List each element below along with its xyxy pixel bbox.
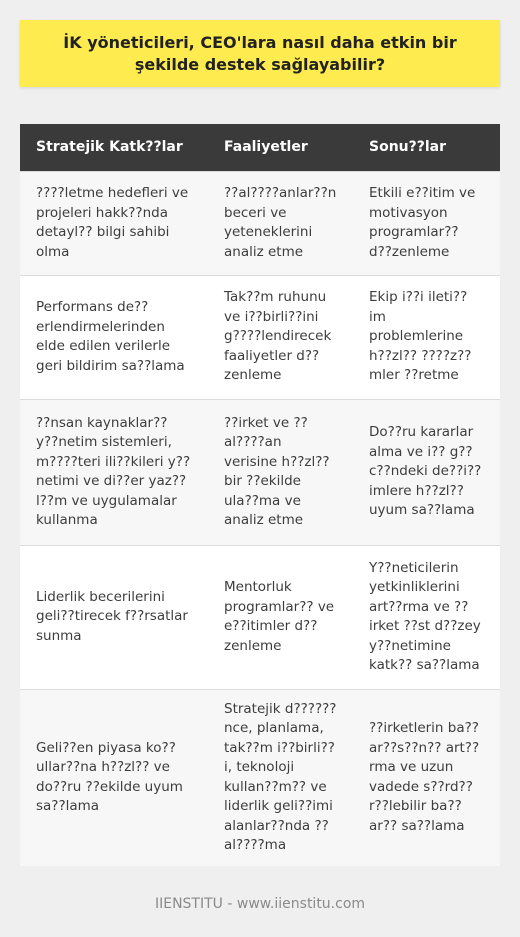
column-header-contributions: Stratejik Katk??lar bbox=[20, 124, 208, 171]
table-cell: Etkili e??itim ve motivasyon programlar?? d??zenleme bbox=[353, 171, 500, 275]
table-cell: Performans de??erlendirmelerinden elde edilen verilerle geri bildirim sa??lama bbox=[20, 275, 208, 399]
table-cell: Mentorluk programlar?? ve e??itimler d??zenleme bbox=[208, 545, 353, 689]
table-cell: Ekip i??i ileti??im problemlerine h??zl?? ????z??mler ??retme bbox=[353, 275, 500, 399]
table-row bbox=[20, 545, 500, 689]
table-cell: ??al????anlar??n beceri ve yeteneklerini analiz etme bbox=[208, 171, 353, 275]
column-header-activities: Faaliyetler bbox=[208, 124, 353, 171]
footer-credit: IIENSTITU - www.iienstitu.com bbox=[154, 896, 366, 912]
table-cell: Geli??en piyasa ko??ullar??na h??zl?? ve do??ru ??ekilde uyum sa??lama bbox=[20, 689, 208, 866]
table-cell: ??irketlerin ba??ar??s??n?? art??rma ve uzun vadede s??rd??r??lebilir ba??ar?? sa??lama bbox=[353, 689, 500, 866]
table-row bbox=[20, 275, 500, 399]
table-header-row bbox=[20, 124, 500, 171]
table-cell: ????letme hedefleri ve projeleri hakk??nda detayl?? bilgi sahibi olma bbox=[20, 171, 208, 275]
table-row bbox=[20, 171, 500, 275]
strategy-table bbox=[20, 124, 500, 866]
table-row bbox=[20, 689, 500, 866]
table-row bbox=[20, 399, 500, 545]
table-cell: ??irket ve ??al????an verisine h??zl?? bir ??ekilde ula??ma ve analiz etme bbox=[208, 399, 353, 545]
table-cell: Do??ru kararlar alma ve i?? g??c??ndeki de??i??imlere h??zl?? uyum sa??lama bbox=[353, 399, 500, 545]
table-cell: Tak??m ruhunu ve i??birli??ini g????lendirecek faaliyetler d??zenleme bbox=[208, 275, 353, 399]
column-header-results: Sonu??lar bbox=[353, 124, 500, 171]
table-cell: Stratejik d??????nce, planlama, tak??m i??birli??i, teknoloji kullan??m?? ve liderlik geli??imi alanlar??nda ??al????ma bbox=[208, 689, 353, 866]
title-banner bbox=[20, 20, 500, 87]
table-cell: Liderlik becerilerini geli??tirecek f??rsatlar sunma bbox=[20, 545, 208, 689]
page-title: İK yöneticileri, CEO'lara nasıl daha etkin bir şekilde destek sağlayabilir? bbox=[63, 32, 457, 74]
table-cell: Y??neticilerin yetkinliklerini art??rma ve ??irket ??st d??zey y??netimine katk?? sa??lama bbox=[353, 545, 500, 689]
table-cell: ??nsan kaynaklar?? y??netim sistemleri, m????teri ili??kileri y??netimi ve di??er yaz??l??m ve uygulamalar kullanma bbox=[20, 399, 208, 545]
